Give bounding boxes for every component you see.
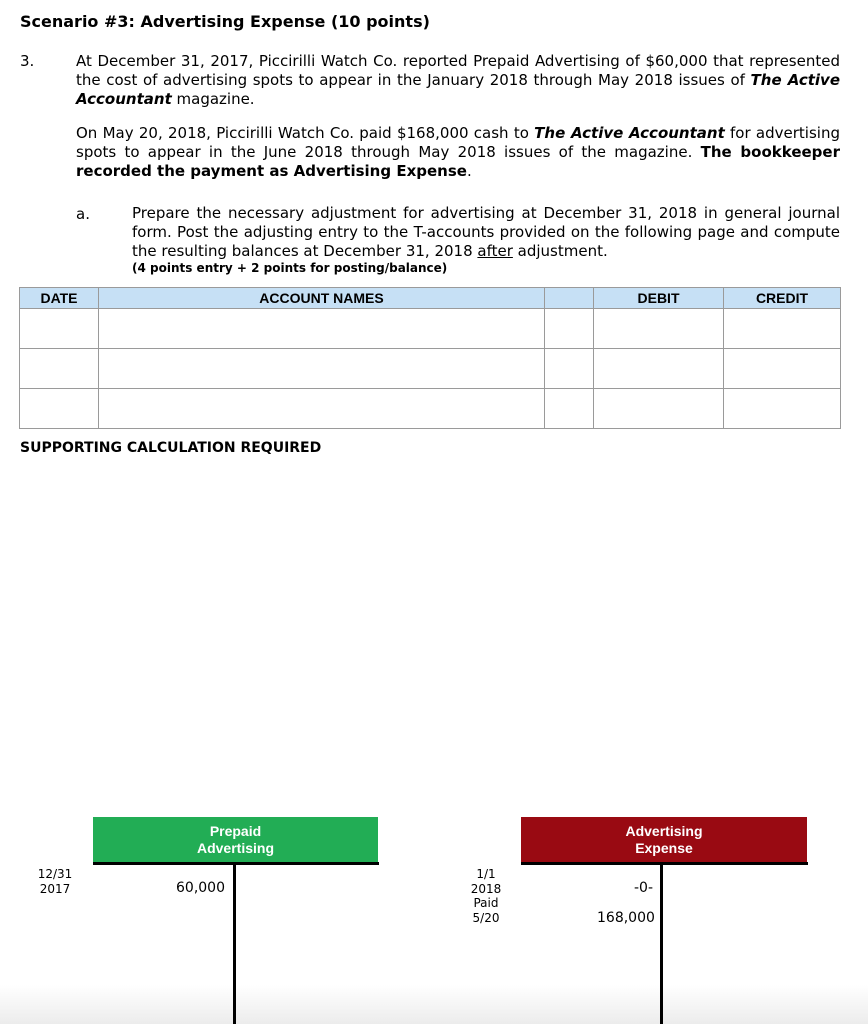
prepaid-debit-value: 60,000 — [176, 880, 225, 896]
journal-row — [20, 349, 841, 389]
expense-date-2 — [465, 896, 507, 926]
magazine-name: The Active Accountant — [534, 124, 725, 142]
points-note: (4 points entry + 2 points for posting/balance) — [132, 261, 448, 275]
credit-cell[interactable] — [724, 309, 841, 349]
paragraph-2 — [76, 124, 840, 181]
expense-t-horizontal — [521, 862, 808, 865]
date-cell[interactable] — [20, 389, 99, 429]
journal-row — [20, 309, 841, 349]
page-title: Scenario #3: Advertising Expense (10 points) — [20, 12, 430, 31]
expense-date2-line1: Paid — [473, 896, 499, 910]
debit-cell[interactable] — [594, 349, 724, 389]
prepaid-advertising-header — [93, 817, 378, 863]
part-a-text — [132, 204, 840, 261]
prepaid-date-line1: 12/31 — [37, 867, 73, 881]
expense-beginning-value: -0- — [634, 880, 654, 896]
advertising-expense-header — [521, 817, 807, 863]
paragraph-2-middle: for advertising spots to appear in the June 2018 through May 2018 issues of the magazine. — [76, 124, 840, 161]
prepaid-t-vertical — [233, 865, 236, 1024]
credit-cell[interactable] — [724, 389, 841, 429]
blank-cell[interactable] — [545, 309, 594, 349]
part-a-instructions: Prepare the necessary adjustment for advertising at December 31, 2018 in general journal form. Post the adjusting entry to the T-accounts provided on the following page and compute the resulting balances at December 31, 2018 — [132, 204, 840, 260]
part-a-instructions-end: adjustment. — [512, 242, 608, 260]
expense-date-1 — [465, 867, 507, 897]
account-cell[interactable] — [99, 389, 545, 429]
question-number: 3. — [20, 52, 35, 70]
bookkeeper-note: The bookkeeper recorded the payment as Advertising Expense — [76, 143, 840, 180]
blank-cell[interactable] — [545, 349, 594, 389]
expense-paid-value: 168,000 — [597, 910, 655, 926]
journal-header-row — [20, 288, 841, 309]
part-a-label: a. — [76, 205, 90, 223]
date-cell[interactable] — [20, 349, 99, 389]
expense-date1-line1: 1/1 — [476, 867, 496, 881]
prepaid-t-horizontal — [93, 862, 379, 865]
supporting-calculation-heading: SUPPORTING CALCULATION REQUIRED — [20, 440, 322, 456]
expense-date2-line2: 5/20 — [472, 911, 500, 925]
paragraph-2-text: On May 20, 2018, Piccirilli Watch Co. paid $168,000 cash to — [76, 124, 535, 142]
expense-t-vertical — [660, 865, 663, 1024]
blank-header — [545, 288, 594, 309]
date-cell[interactable] — [20, 309, 99, 349]
journal-row — [20, 389, 841, 429]
account-cell[interactable] — [99, 309, 545, 349]
account-names-header: ACCOUNT NAMES — [99, 288, 545, 309]
prepaid-date-line2: 2017 — [39, 882, 71, 896]
paragraph-1 — [76, 52, 840, 109]
paragraph-2-end: . — [466, 162, 472, 180]
after-underlined: after — [477, 242, 513, 260]
debit-cell[interactable] — [594, 389, 724, 429]
debit-cell[interactable] — [594, 309, 724, 349]
credit-cell[interactable] — [724, 349, 841, 389]
expense-title-line2: Expense — [635, 840, 693, 856]
general-journal-table — [19, 287, 841, 429]
blank-cell[interactable] — [545, 389, 594, 429]
credit-header: CREDIT — [724, 288, 841, 309]
prepaid-title-line2: Advertising — [196, 840, 274, 856]
prepaid-date — [34, 867, 76, 897]
date-header: DATE — [20, 288, 99, 309]
bottom-fade — [0, 985, 868, 1024]
expense-date1-line2: 2018 — [470, 882, 502, 896]
prepaid-title-line1: Prepaid — [209, 823, 262, 839]
expense-title-line1: Advertising — [625, 823, 703, 839]
debit-header: DEBIT — [594, 288, 724, 309]
account-cell[interactable] — [99, 349, 545, 389]
magazine-name: The Active Accountant — [76, 71, 840, 108]
paragraph-1-end: magazine. — [171, 90, 255, 108]
paragraph-1-text: At December 31, 2017, Piccirilli Watch Co. reported Prepaid Advertising of $60,000 that represented the cost of advertising spots to appear in the January 2018 through May 2018 issues of — [76, 52, 840, 89]
